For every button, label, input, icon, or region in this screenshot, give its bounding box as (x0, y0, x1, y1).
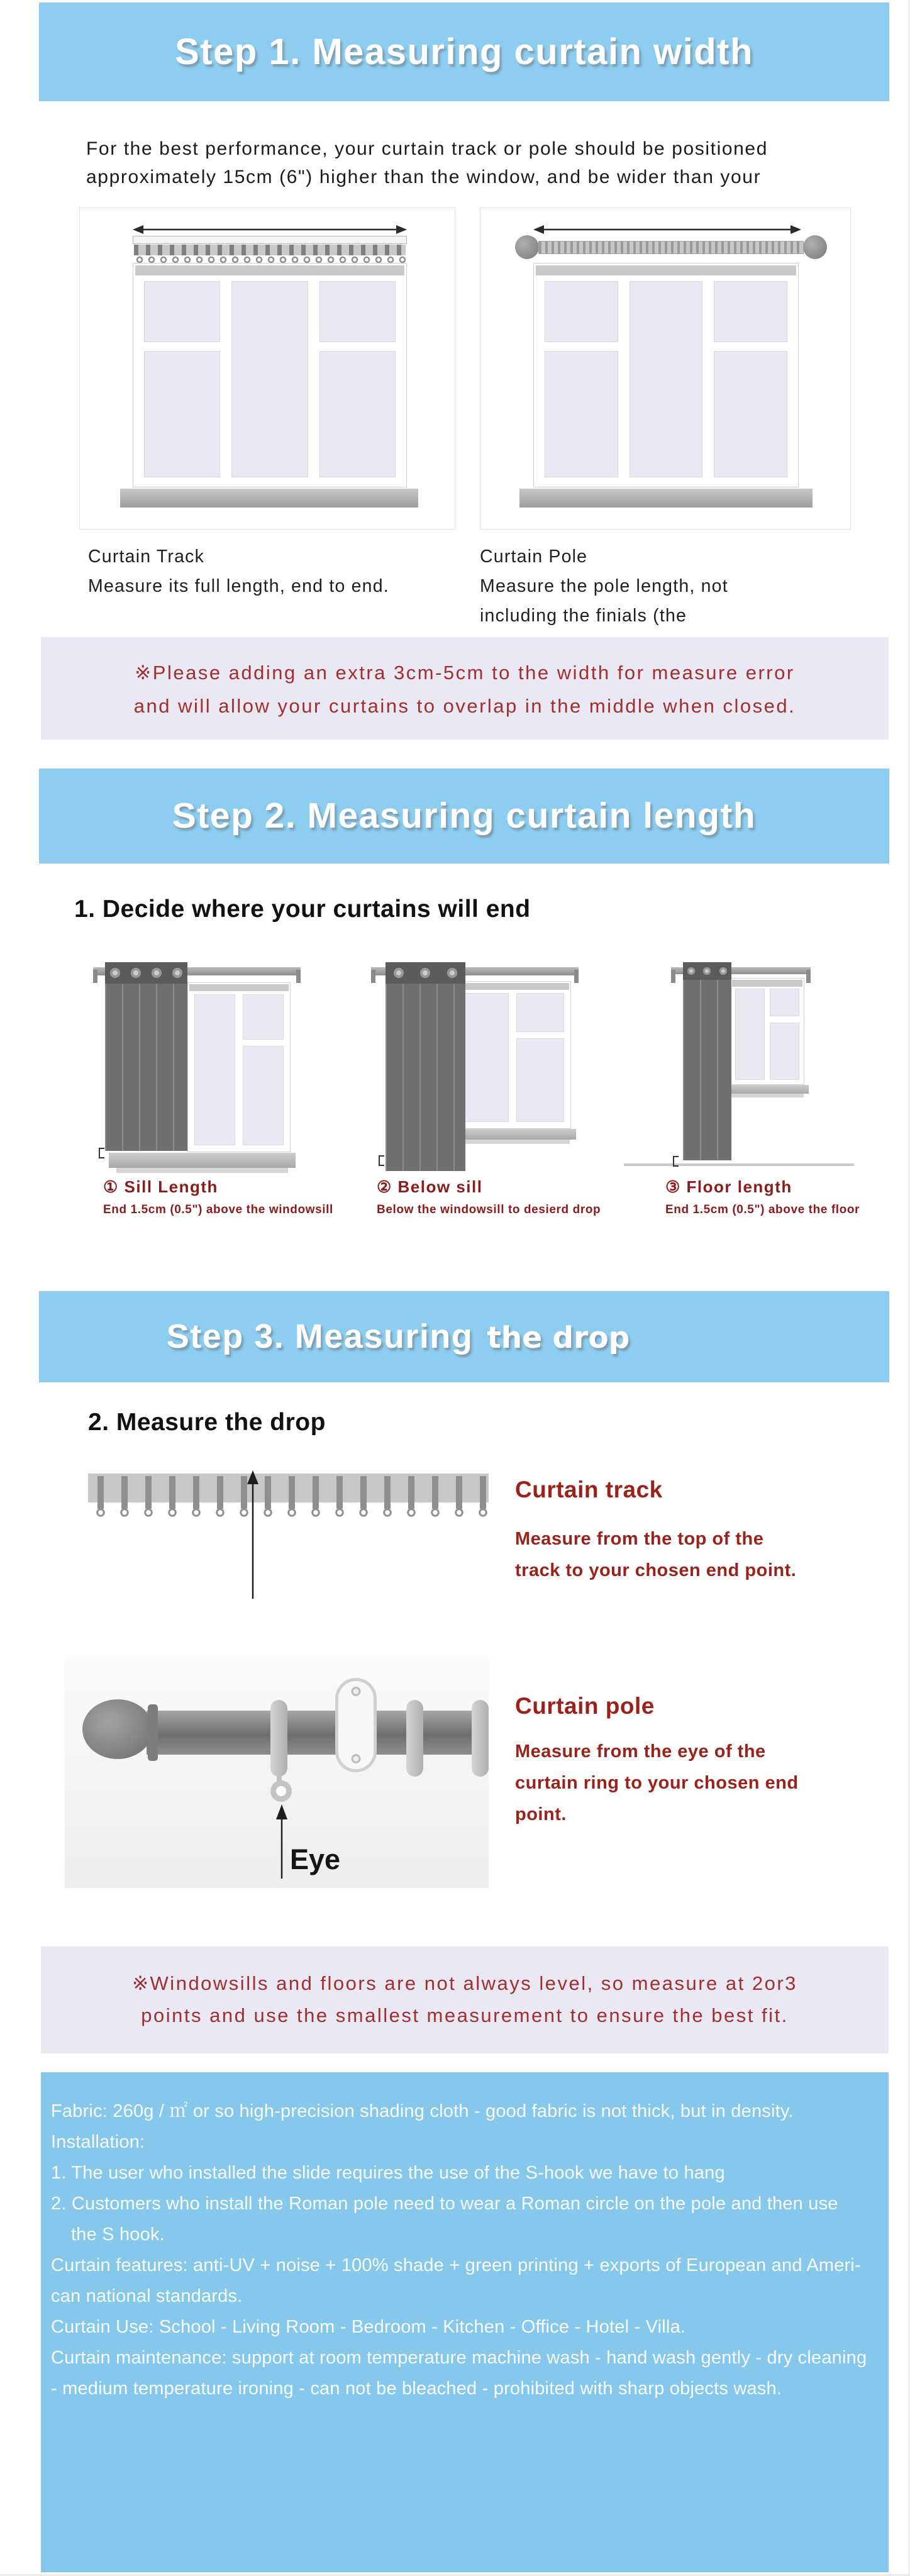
curtain-pole-caption-title: Curtain Pole (480, 547, 588, 567)
window-pane (231, 281, 308, 477)
step3-banner-title: Step 3. Measuring (166, 1318, 474, 1355)
below-sill-desc: Below the windowsill to desierd drop (377, 1203, 601, 1216)
curtain-pole-figure (480, 208, 851, 530)
curtain-track-caption-title: Curtain Track (88, 547, 205, 567)
curtain-track-instructions: Measure from the top of the track to your chosen end point. (515, 1529, 797, 1580)
curtain-illustration (386, 962, 465, 1171)
grommet-icon (703, 967, 711, 975)
drop-pole-figure (65, 1656, 489, 1888)
curtain-track-figure (79, 208, 455, 530)
floor-length-figure (624, 962, 857, 1174)
windowsill (519, 489, 813, 508)
eye-label: Eye (290, 1843, 341, 1875)
track-hook-rings (88, 1507, 489, 1519)
footer-line: can national standards. (51, 2286, 243, 2306)
grommet-icon (152, 968, 162, 978)
curtain-ring-icon (270, 1700, 287, 1777)
window-pane (144, 351, 220, 477)
curtain-pole-title: Curtain pole (515, 1693, 655, 1719)
window-top-casing (135, 265, 404, 275)
step3-banner-subtitle: the drop (487, 1321, 630, 1355)
window-illustration (453, 981, 571, 1129)
sill-length-label: ① Sill Length (103, 1177, 218, 1196)
curtain-illustration (105, 962, 187, 1151)
window-panes (144, 281, 396, 477)
level-measure-notice (41, 1946, 889, 2053)
curtain-pole-instructions: Measure from the eye of the curtain ring to your chosen end point. (515, 1741, 799, 1824)
grommet-icon (110, 968, 120, 978)
curtain-track-caption-line: Measure its full length, end to end. (88, 576, 389, 596)
grommet-icon (447, 968, 457, 978)
curtain-ring-icon (406, 1700, 423, 1777)
notice-line: ※Please adding an extra 3cm-5cm to the width for measure error (135, 662, 795, 684)
notice-line: ※Windowsills and floors are not always level, so measure at 2or3 (132, 1972, 797, 1994)
windowsill (109, 1153, 296, 1168)
window-pane (460, 993, 509, 1122)
window-illustration (133, 263, 407, 487)
step2-banner-title: Step 2. Measuring curtain length (172, 796, 757, 836)
curtain-illustration (683, 962, 731, 1160)
step1-intro-line2: approximately 15cm (6") higher than the window, and be wider than your (86, 167, 762, 187)
footer-line: 2. Customers who install the Roman pole need to wear a Roman circle on the pole and then use (51, 2194, 838, 2214)
window-pane (770, 989, 799, 1016)
step1-intro-text (86, 135, 768, 191)
window-pane (545, 351, 618, 477)
footer-line: - medium temperature ironing - can not be bleached - prohibited with sharp objects wash. (51, 2379, 782, 2399)
curtain-pole-caption-line: Measure the pole length, not (480, 576, 728, 596)
below-sill-figure (371, 962, 580, 1174)
footer-line: Installation: (51, 2132, 145, 2152)
grommet-icon (131, 968, 141, 978)
curtain-grommet-header (683, 962, 731, 980)
windowsill (120, 489, 418, 508)
pole-finial-icon (803, 235, 827, 259)
grommet-icon (172, 968, 182, 978)
window-pane (545, 281, 618, 342)
measure-end-mark (99, 1148, 104, 1158)
window-pane (516, 993, 565, 1032)
step1-banner-title: Step 1. Measuring curtain width (175, 31, 753, 72)
window-pane (144, 281, 220, 342)
width-double-arrow-icon (533, 223, 801, 236)
window-pane (194, 994, 235, 1145)
step3-banner (39, 1291, 889, 1382)
bracket-screw-hole (352, 1754, 361, 1763)
grommet-icon (420, 968, 430, 978)
step2-heading: 1. Decide where your curtains will end (74, 896, 531, 923)
window-illustration (187, 982, 291, 1152)
ring-eye-icon (270, 1780, 292, 1802)
curtain-pole-bar (538, 241, 804, 254)
curtain-grommet-header (386, 962, 465, 984)
grommet-icon (687, 967, 695, 975)
track-glider-stems (88, 1476, 489, 1509)
floor-line (624, 1163, 854, 1166)
notice-line: and will allow your curtains to overlap in the middle when closed. (133, 695, 796, 717)
grommet-icon (394, 968, 404, 978)
width-double-arrow-icon (133, 223, 407, 236)
windowsill (455, 1129, 576, 1140)
curtain-pole-caption (480, 542, 728, 631)
window-illustration (730, 978, 804, 1085)
pole-finial-icon (515, 235, 539, 259)
window-pane (630, 281, 703, 477)
window-pane (243, 994, 284, 1040)
product-info-footer (41, 2072, 889, 2572)
measure-end-mark (673, 1156, 679, 1167)
track-gliders (134, 245, 406, 255)
footer-line: Curtain Use: School - Living Room - Bedroom - Kitchen - Office - Hotel - Villa. (51, 2317, 686, 2337)
track-rail (133, 236, 407, 244)
pole-bracket-icon (335, 1678, 377, 1772)
window-pane (735, 989, 765, 1080)
window-pane (770, 1023, 799, 1080)
sill-length-caption (103, 1177, 333, 1217)
curtain-pole-caption-line: including the finials (the (480, 606, 687, 626)
footer-line: Fabric: 260g / ㎡ or so high-precision shading cloth - good fabric is not thick, but in density. (51, 2101, 794, 2121)
drop-track-figure (88, 1467, 489, 1524)
width-measure-notice (41, 637, 889, 740)
window-panes (545, 281, 787, 477)
measure-end-mark (379, 1155, 384, 1166)
window-pane (319, 351, 396, 477)
bracket-screw-hole (352, 1687, 361, 1696)
footer-line: Curtain features: anti-UV + noise + 100% shade + green printing + exports of European and Ameri- (51, 2255, 861, 2275)
notice-line: points and use the smallest measurement to ensure the best fit. (141, 2004, 789, 2026)
pole-finial-icon (82, 1699, 153, 1759)
curtain-track-title: Curtain track (515, 1477, 663, 1502)
windowsill (726, 1085, 809, 1094)
floor-length-desc: End 1.5cm (0.5") above the floor (665, 1203, 860, 1216)
step1-banner (39, 3, 889, 101)
window-pane (516, 1038, 565, 1123)
window-pane (714, 281, 787, 342)
curtain-pole-bar (147, 1711, 489, 1755)
step3-heading: 2. Measure the drop (88, 1409, 326, 1436)
curtain-track-caption (88, 542, 389, 601)
sill-length-figure (93, 962, 302, 1174)
below-sill-label: ② Below sill (377, 1177, 483, 1196)
curtain-grommet-header (105, 962, 187, 984)
up-arrow-icon (274, 1804, 289, 1879)
step1-intro-line1: For the best performance, your curtain track or pole should be positioned (86, 138, 768, 159)
window-illustration (533, 263, 799, 487)
curtain-ring-icon (472, 1700, 489, 1777)
floor-length-label: ③ Floor length (665, 1177, 792, 1196)
window-pane (319, 281, 396, 342)
window-top-casing (536, 265, 796, 275)
footer-line: Curtain maintenance: support at room temperature machine wash - hand wash gently - dry cleaning (51, 2348, 867, 2368)
grommet-icon (719, 967, 727, 975)
window-pane (714, 351, 787, 477)
sill-length-desc: End 1.5cm (0.5") above the windowsill (103, 1203, 333, 1216)
floor-length-caption (665, 1177, 860, 1217)
step2-banner (39, 769, 889, 863)
footer-line: the S hook. (71, 2224, 165, 2245)
footer-line: 1. The user who installed the slide requires the use of the S-hook we have to hang (51, 2163, 725, 2183)
below-sill-caption (377, 1177, 601, 1217)
up-arrow-icon (245, 1470, 260, 1599)
window-pane (243, 1046, 284, 1145)
